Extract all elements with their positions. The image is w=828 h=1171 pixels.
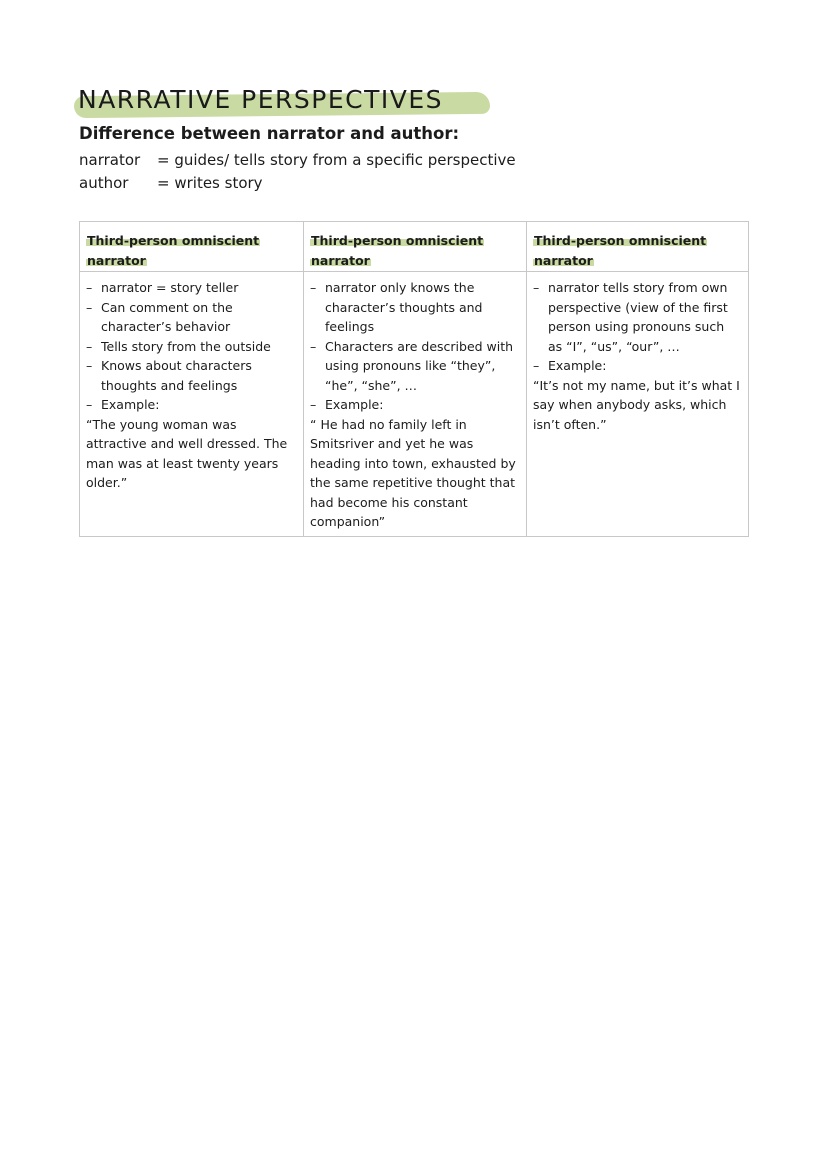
- table-header-cell: [303, 222, 526, 272]
- bullet-item: – narrator only knows the character’s thoughts and feelings: [310, 278, 520, 337]
- example-quote: “ He had no family left in Smitsriver and yet he was heading into town, exhausted by the same repetitive thought that had become his constant companion”: [310, 416, 516, 529]
- bullet-item: – narrator = story teller: [86, 278, 297, 298]
- definition-author: [79, 172, 516, 195]
- header-text-line2: narrator: [534, 252, 593, 268]
- definitions-list: [79, 149, 516, 195]
- header-text-line2: narrator: [311, 252, 370, 268]
- bullet-item: – Example:: [310, 395, 520, 415]
- bullet-item: – Can comment on the character’s behavior: [86, 298, 297, 337]
- definition-term: author: [79, 174, 129, 192]
- example-quote: “The young woman was attractive and well dressed. The man was at least twenty years older.”: [86, 416, 288, 490]
- header-text-line1: Third-person omniscient: [87, 233, 260, 248]
- perspectives-table: [79, 221, 749, 537]
- definition-term: narrator: [79, 151, 141, 169]
- title-block: [78, 84, 443, 116]
- header-text-line1: Third-person omniscient: [311, 233, 484, 248]
- table-header-cell: [526, 222, 748, 272]
- bullet-item: – Knows about characters thoughts and feelings: [86, 356, 297, 395]
- bullet-item: – Example:: [86, 395, 297, 415]
- table-body-cell: [303, 272, 526, 536]
- bullet-item: – Characters are described with using pronouns like “they”, “he”, “she”, …: [310, 337, 520, 396]
- subheading: Difference between narrator and author:: [79, 124, 460, 143]
- bullet-item: – narrator tells story from own perspective (view of the first person using pronouns such as “I”, “us”, “our”, …: [533, 278, 742, 356]
- bullet-item: – Tells story from the outside: [86, 337, 297, 357]
- table-header-cell: [80, 222, 303, 272]
- header-text-line2: narrator: [87, 252, 146, 268]
- bullet-item: – Example:: [533, 356, 742, 376]
- definition-text: = guides/ tells story from a specific perspective: [157, 151, 516, 169]
- table-body-cell: [526, 272, 748, 536]
- page-title: NARRATIVE PERSPECTIVES: [78, 85, 444, 114]
- header-text-line1: Third-person omniscient: [534, 233, 707, 248]
- example-quote: “It’s not my name, but it’s what I say when anybody asks, which isn’t often.”: [533, 377, 740, 432]
- table-body-cell: [80, 272, 303, 536]
- definition-text: = writes story: [157, 174, 263, 192]
- definition-narrator: [79, 149, 516, 172]
